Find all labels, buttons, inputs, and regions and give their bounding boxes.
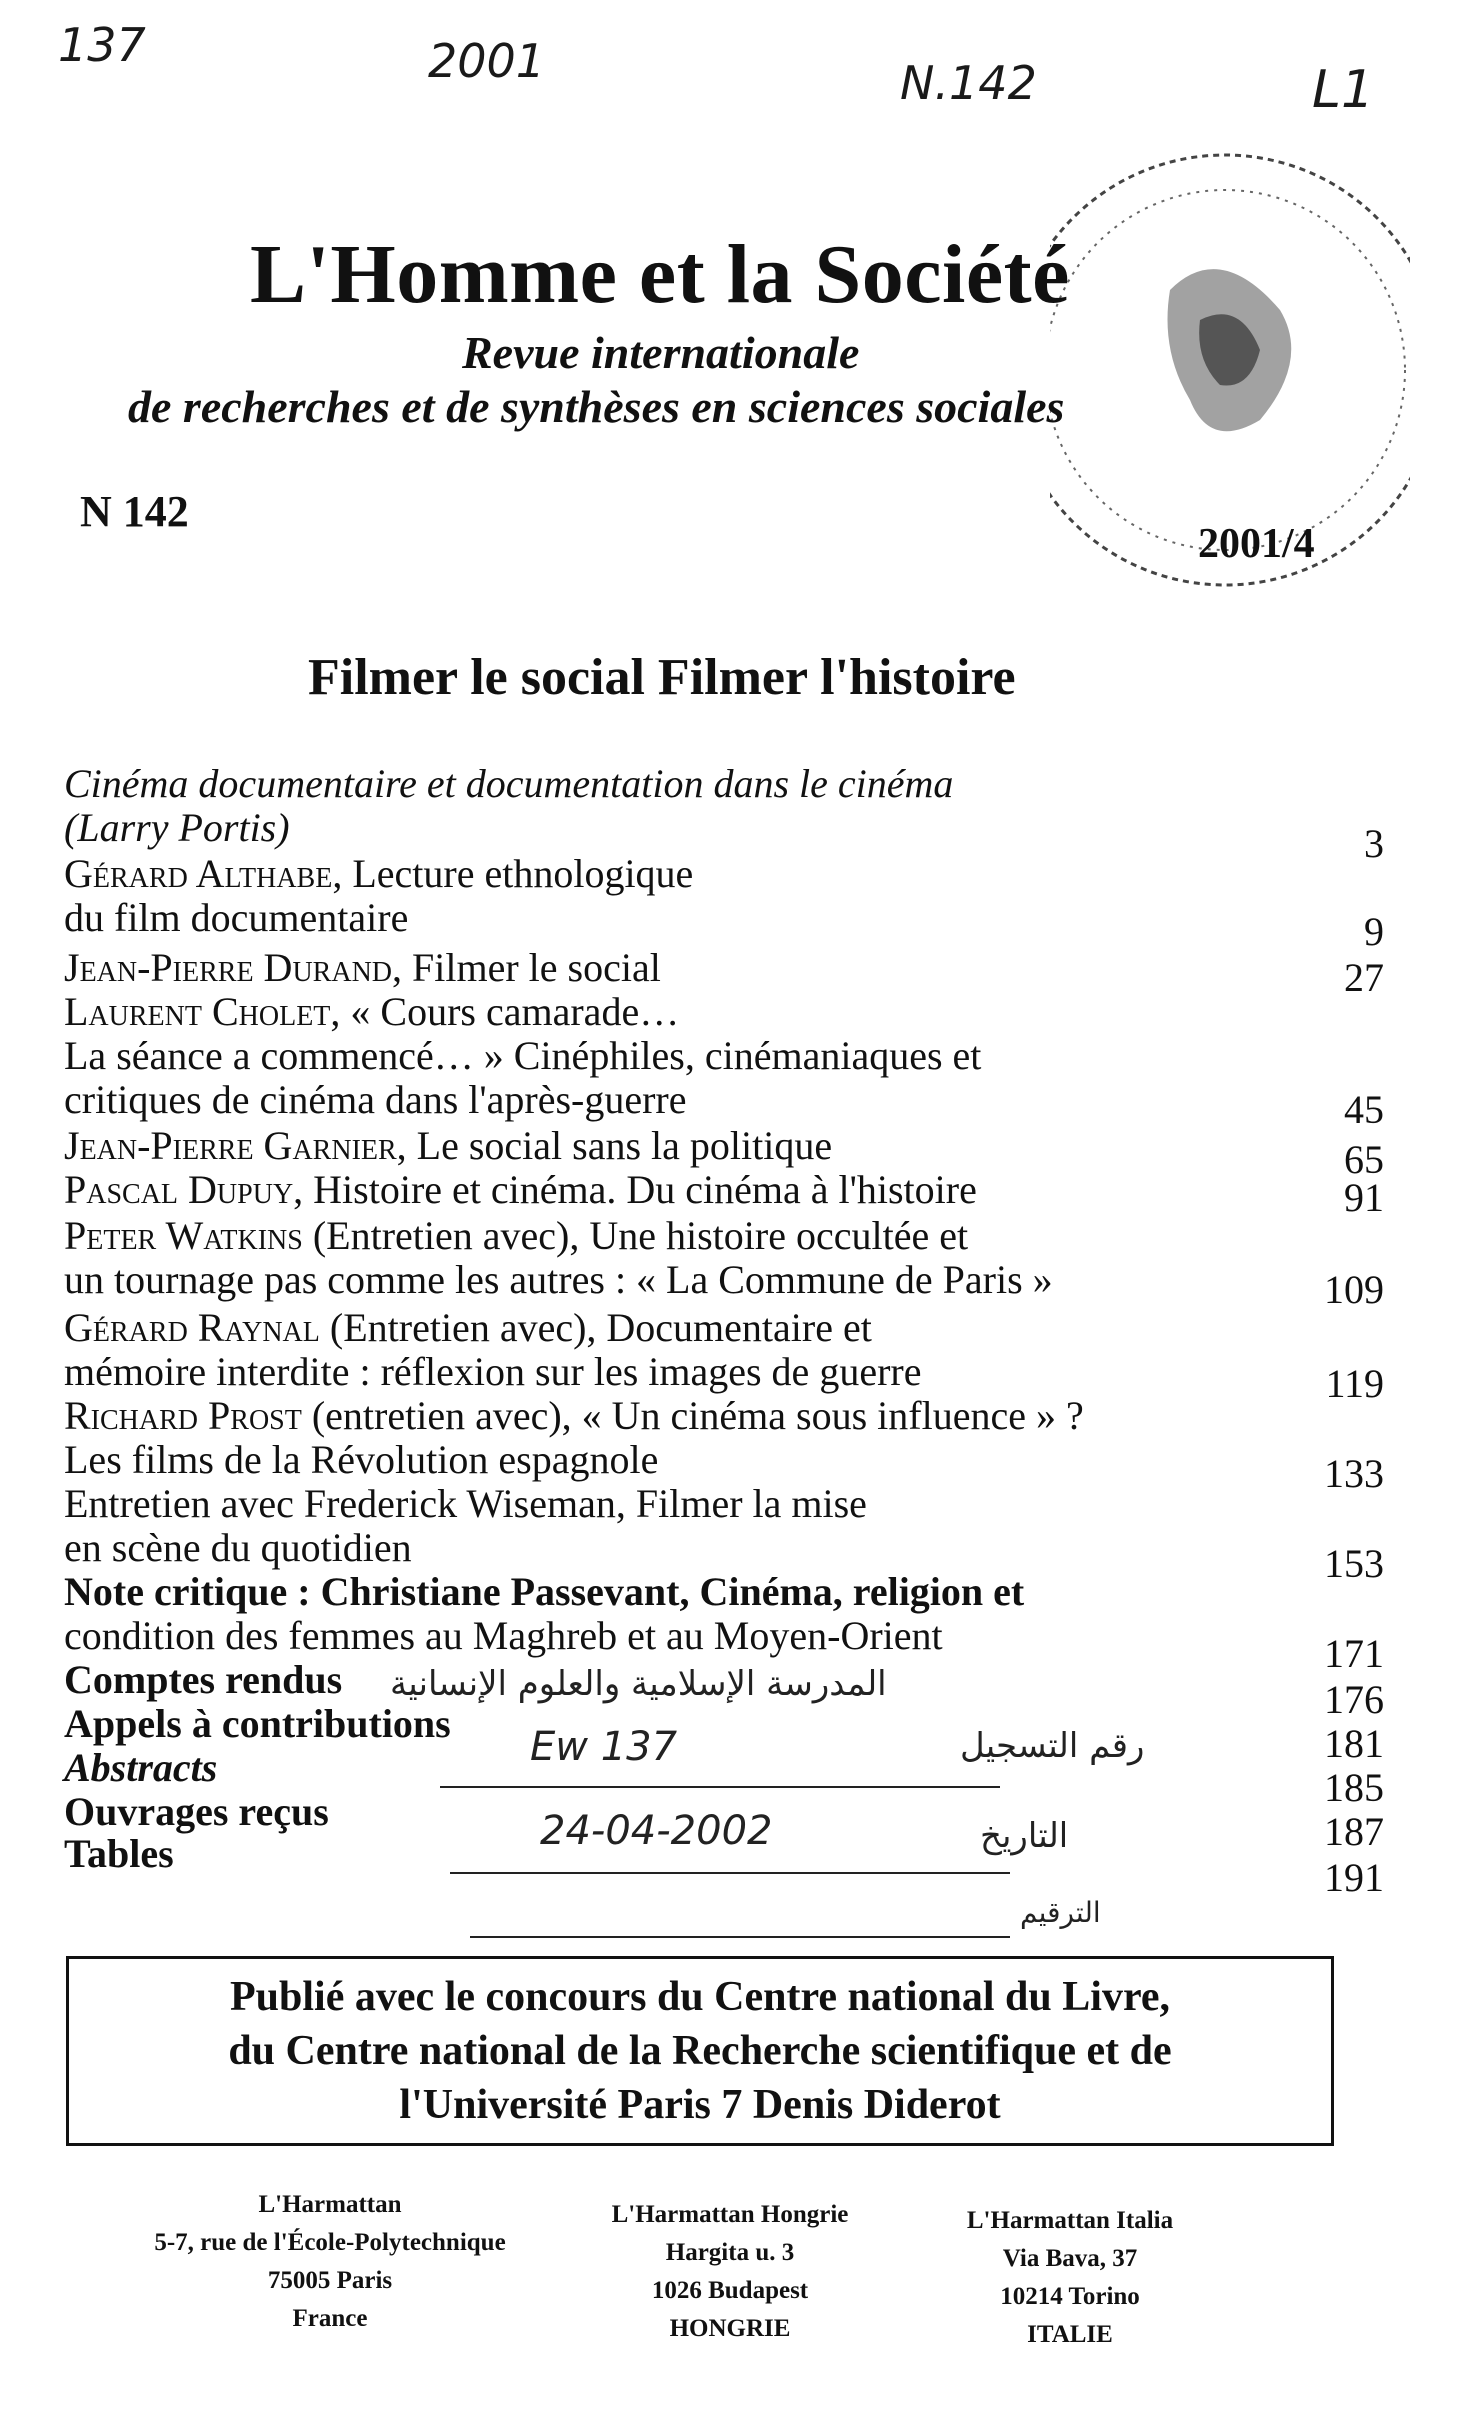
toc-line: (Larry Portis) xyxy=(64,805,290,850)
toc-line: Cinéma documentaire et documentation dans le cinéma xyxy=(64,761,954,806)
publisher-country: France xyxy=(292,2305,368,2332)
issue-theme-title: Filmer le social Filmer l'histoire xyxy=(308,649,1016,706)
handwritten-year: 2001 xyxy=(428,34,546,88)
publisher-address: Hargita u. 3 xyxy=(665,2239,795,2266)
toc-page: 191 xyxy=(1324,1855,1384,1900)
support-line: l'Université Paris 7 Denis Diderot xyxy=(399,2082,1001,2128)
toc-line: Laurent Cholet, « Cours camarade… xyxy=(64,989,680,1034)
toc-line: Richard Prost (entretien avec), « Un cinéma sous influence » ? xyxy=(64,1393,1084,1438)
journal-title: L'Homme et la Société xyxy=(250,228,1070,321)
toc-line: condition des femmes au Maghreb et au Moyen-Orient xyxy=(64,1613,943,1658)
toc-page: 109 xyxy=(1324,1267,1384,1312)
support-notice-box xyxy=(66,1956,1334,2146)
publisher-city: 10214 Torino xyxy=(1000,2283,1140,2310)
publisher-hungary xyxy=(580,2196,880,2348)
publisher-city: 1026 Budapest xyxy=(651,2277,809,2304)
publisher-country: ITALIE xyxy=(1027,2321,1113,2348)
publisher-name: L'Harmattan Hongrie xyxy=(611,2201,849,2228)
publisher-name: L'Harmattan Italia xyxy=(966,2207,1174,2234)
journal-subtitle-line1: Revue internationale xyxy=(462,327,860,378)
publisher-address: Via Bava, 37 xyxy=(1002,2245,1138,2272)
date-underline xyxy=(450,1872,1010,1874)
handwritten-number: N.142 xyxy=(900,56,1037,110)
handwritten-register-no: Ew 137 xyxy=(530,1724,678,1770)
publisher-country: HONGRIE xyxy=(669,2315,791,2342)
stamp-arabic-line: التاريخ xyxy=(980,1816,1069,1856)
toc-page: 27 xyxy=(1344,955,1384,1000)
publisher-paris xyxy=(120,2186,540,2338)
journal-subtitle-line2: de recherches et de synthèses en sciences sociales xyxy=(128,381,1065,432)
publisher-name: L'Harmattan xyxy=(258,2191,402,2218)
toc-page: 91 xyxy=(1344,1175,1384,1220)
issue-year: 2001/4 xyxy=(1198,521,1315,567)
toc-line: du film documentaire xyxy=(64,895,409,940)
toc-line: Gérard Althabe, Lecture ethnologique xyxy=(64,851,694,896)
toc-line: Peter Watkins (Entretien avec), Une histoire occultée et xyxy=(64,1213,969,1258)
toc-page: 171 xyxy=(1324,1631,1384,1676)
handwritten-ref: 137 xyxy=(58,18,146,72)
publisher-italy xyxy=(910,2202,1230,2354)
toc-line: Pascal Dupuy, Histoire et cinéma. Du cinéma à l'histoire xyxy=(64,1167,977,1212)
stamp-arabic-line: المدرسة الإسلامية والعلوم الإنسانية xyxy=(390,1664,887,1704)
stamp-arabic-line: الترقيم xyxy=(1020,1896,1101,1929)
toc-page: 3 xyxy=(1364,821,1384,866)
support-line: du Centre national de la Recherche scientifique et de xyxy=(228,2028,1172,2074)
classification-underline xyxy=(470,1936,1010,1938)
toc-line: un tournage pas comme les autres : « La Commune de Paris » xyxy=(64,1257,1053,1302)
toc-line: critiques de cinéma dans l'après-guerre xyxy=(64,1077,687,1122)
toc-line: Note critique : Christiane Passevant, Cinéma, religion et xyxy=(64,1569,1025,1614)
toc-page: 65 xyxy=(1344,1137,1384,1182)
toc-line: La séance a commencé… » Cinéphiles, cinémaniaques et xyxy=(64,1033,982,1078)
toc-page: 176 xyxy=(1324,1677,1384,1722)
toc-page: 45 xyxy=(1344,1087,1384,1132)
toc-line: Jean-Pierre Durand, Filmer le social xyxy=(64,945,661,990)
publisher-city: 75005 Paris xyxy=(267,2267,393,2294)
toc-line: mémoire interdite : réflexion sur les images de guerre xyxy=(64,1349,922,1394)
toc-line: Gérard Raynal (Entretien avec), Documentaire et xyxy=(64,1305,872,1350)
toc-line: Ouvrages reçus xyxy=(64,1789,329,1834)
support-line: Publié avec le concours du Centre national du Livre, xyxy=(230,1974,1170,2020)
stamp-arabic-line: رقم التسجيل xyxy=(960,1726,1145,1766)
toc-line: en scène du quotidien xyxy=(64,1525,412,1570)
toc-line: Comptes rendus xyxy=(64,1657,343,1702)
toc-page: 185 xyxy=(1324,1765,1384,1810)
toc-line: Entretien avec Frederick Wiseman, Filmer la mise xyxy=(64,1481,867,1526)
toc-page: 181 xyxy=(1324,1721,1384,1766)
toc-line: Appels à contributions xyxy=(64,1701,451,1746)
handwritten-date: 24-04-2002 xyxy=(540,1808,773,1854)
toc-page: 187 xyxy=(1324,1809,1384,1854)
handwritten-shelf: L1 xyxy=(1312,60,1375,120)
issue-number: N 142 xyxy=(80,487,189,536)
publisher-address: 5-7, rue de l'École-Polytechnique xyxy=(154,2229,506,2256)
toc-line: Abstracts xyxy=(64,1745,218,1790)
toc-line: Les films de la Révolution espagnole xyxy=(64,1437,659,1482)
toc-page: 153 xyxy=(1324,1541,1384,1586)
toc-page: 133 xyxy=(1324,1451,1384,1496)
toc-page: 119 xyxy=(1325,1361,1384,1406)
toc-line: Jean-Pierre Garnier, Le social sans la politique xyxy=(64,1123,833,1168)
toc-line: Tables xyxy=(64,1831,174,1876)
toc-page: 9 xyxy=(1364,909,1384,954)
register-underline xyxy=(440,1786,1000,1788)
